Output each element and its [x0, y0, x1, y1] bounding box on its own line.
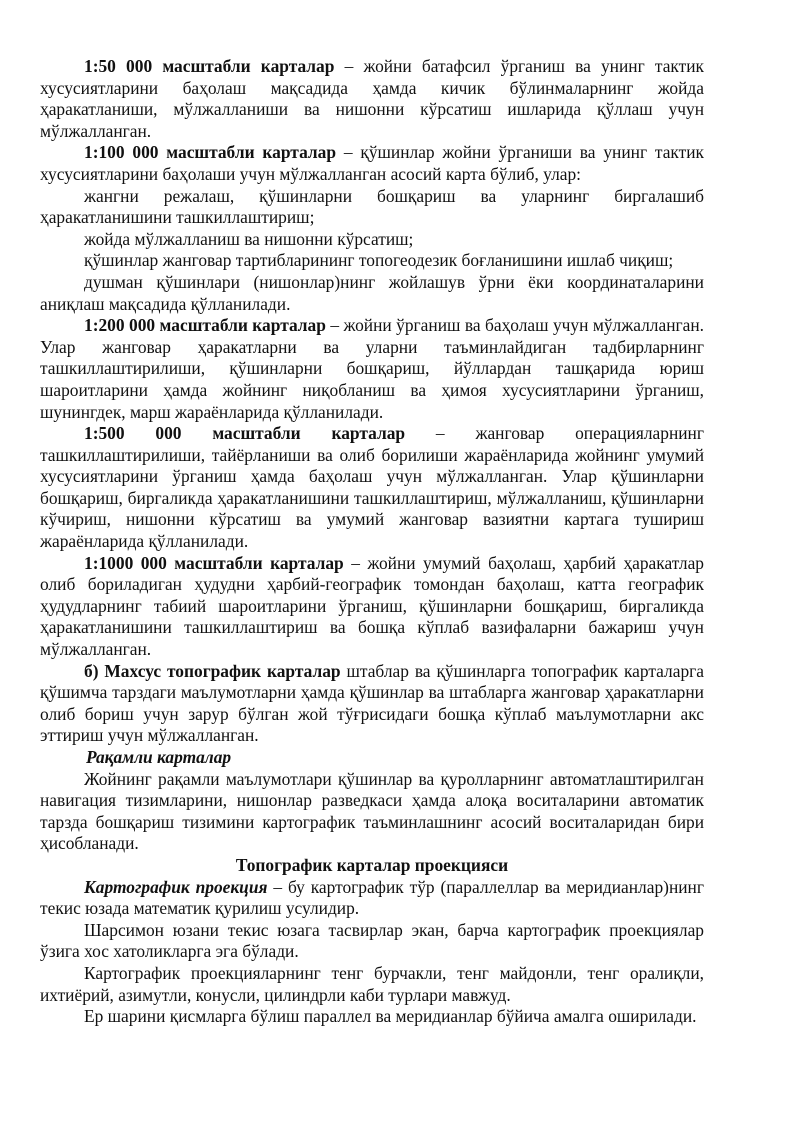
list-item: [40, 186, 704, 229]
document-page: [40, 56, 704, 1028]
paragraph-lead: 1:50 000 масштабли карталар: [84, 56, 335, 76]
paragraph-projection-types: Картографик проекцияларнинг тенг бурчакли, тенг майдонли, тенг оралиқли, ихтиёрий, азимутли, конусли, цилиндрли каби турлари мавжуд.: [40, 962, 704, 1005]
paragraph-lead: 1:200 000 масштабли карталар: [84, 315, 326, 336]
paragraph-lead: 1:100 000 масштабли карталар: [84, 142, 337, 163]
paragraph-text: – қўшинлар жойни ўрганиши ва унинг тактик хусусиятларини баҳолаши учун мўлжалланган асосий карта бўлиб, улар:: [40, 142, 704, 184]
paragraph-digital-maps: Жойнинг рақамли маълумотлари қўшинлар ва қуролларнинг автоматлаштирилган навигация тизимларини, нишонлар разведкаси ҳамда алоқа воситаларини автоматик тарзда бошқариш тизимини картографик таъминлашнинг асосий воситаларидан бири ҳисобланади.: [40, 768, 704, 854]
paragraph-text: – жойни умумий баҳолаш, ҳарбий ҳаракатлар олиб бориладиган ҳудудни ҳарбий-географик томондан баҳолаш, катта географик ҳудудларнинг табиий шароитларини ўрганиш, қўшинларни бошқариш, биргаликда ҳаракатланишини ташкиллаштириш ва бошқа кўплаб вазифаларни бажариш учун мўлжалланган.: [40, 552, 704, 660]
paragraph-text: – бу картографик тўр (параллеллар ва меридианлар)нинг текис юзада математик қурилиш усулидир.: [40, 876, 704, 919]
paragraph-lead: б) Махсус топографик карталар: [84, 660, 341, 681]
paragraph-text: – жойни ўрганиш ва баҳолаш учун мўлжалланган. Улар жанговар ҳаракатларни ва уларни таъминлайдиган тадбирларнинг ташкиллаштирилиши, қўшинларни бошқариш, йўллардан ташқарида юриш шароитларини ҳамда жойнинг ниқобланиш ва ҳимоя хусусиятларини ўрганиш, шунингдек, марш жараёнларида қўлланилади.: [40, 315, 705, 422]
list-item: [40, 250, 704, 272]
paragraph-lead: 1:500 000 масштабли карталар: [84, 423, 406, 444]
list-item: [40, 229, 704, 251]
paragraph-special-maps: [40, 661, 704, 747]
paragraph-projection-errors: Шарсимон юзани текис юзага тасвирлар экан, барча картографик проекциялар ўзига хос хатоликларга эга бўлади.: [40, 919, 704, 962]
projection-term: Картографик проекция: [84, 876, 268, 897]
paragraph-text: жойда мўлжалланиш ва нишонни кўрсатиш;: [84, 228, 414, 249]
heading-digital-maps: Рақамли карталар: [86, 747, 232, 767]
paragraph-text: душман қўшинлари (нишонлар)нинг жойлашув ўрни ёки координаталарини аниқлаш мақсадида қўлланилади.: [40, 271, 704, 314]
list-item: [40, 272, 704, 315]
paragraph-scale-500000: [40, 423, 704, 553]
paragraph-text: штаблар ва қўшинларга топографик карталарга қўшимча тарздаги маълумотларни ҳамда қўшинлар ва штабларга жанговар ҳаракатларни олиб бориш учун зарур бўлган жой тўғрисидаги бошқа кўплаб маълумотларни акс эттириш учун мўлжалланган.: [40, 660, 704, 746]
heading-projection: Топографик карталар проекцияси: [235, 854, 509, 875]
paragraph-text: – жанговар операцияларнинг ташкиллаштирилиши, тайёрланиши ва олиб борилиши жараёнларида жойнинг умумий хусусиятларини ўрганиш ҳамда баҳолаш учун мўлжалланган. Улар қўшинларни бошқариш, биргаликда ҳаракатланишини ташкиллаштириш, мўлжалланиш, қўшинларни кўчириш, нишонни кўрсатиш ва умумий жанговар вазиятни картага тушириш жараёнларида қўлланилади.: [40, 423, 705, 552]
paragraph-scale-200000: [40, 315, 704, 423]
paragraph-lead: 1:1000 000 масштабли карталар: [84, 552, 344, 573]
paragraph-projection-division: Ер шарини қисмларга бўлиш параллел ва меридианлар бўйича амалга оширилади.: [84, 1006, 697, 1027]
paragraph-scale-100000: [40, 142, 704, 185]
paragraph-scale-50000: [40, 56, 704, 142]
paragraph-text: – жойни батафсил ўрганиш ва унинг тактик хусусиятларини баҳолаш мақсадида ҳамда кичик бўлинмаларнинг жойда ҳаракатланиши, мўлжалланиши ва нишонни кўрсатиш ишларида қўллаш учун мўлжалланган.: [40, 56, 704, 141]
paragraph-scale-1000000: [40, 553, 704, 661]
paragraph-projection-definition: [40, 877, 704, 920]
paragraph-text: қўшинлар жанговар тартибларининг топогеодезик боғланишини ишлаб чиқиш;: [84, 250, 674, 271]
paragraph-text: жангни режалаш, қўшинларни бошқариш ва уларнинг биргалашиб ҳаракатланишини ташкиллаштириш;: [40, 185, 704, 228]
